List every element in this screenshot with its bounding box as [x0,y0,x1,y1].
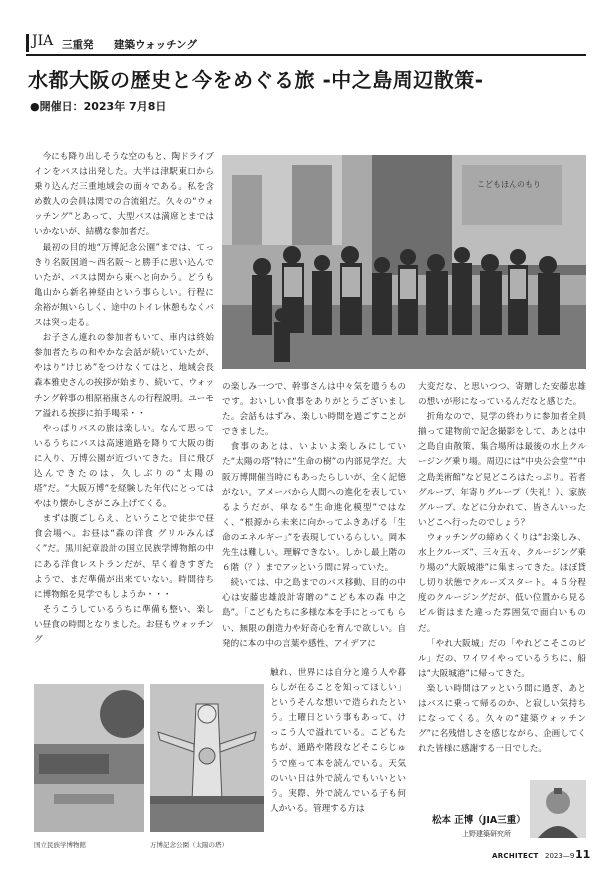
paragraph: 最初の目的地“万博記念公園”までは、てっきり名阪国道～西名阪～と勝手に思い込んでいたが、バスは関から東へと向かう。どうも亀山から新名神経由という事らしい。行程に余裕が無いらしく、途中のトイレ休憩もなくバスは突っ走る。 [34,242,214,329]
paragraph: お子さん連れの参加者もいて、車内は終始参加者たちの和やかな会話が続いていたが、やはり“けじめ”をつけなくてはと、地域会長森本雅史さんの挨拶が始まり、続いて、ウォッチング幹事の相原裕康さんの行程説明。ユーモア溢れる挨拶に拍手喝采・・ [34,333,214,419]
paragraph: やっぱりバスの旅は楽しい。なんて思っているうちにバスは高速道路を降りて大阪の街に入り、万博公園が近づいてきた。目に飛び込んできたのは、久しぶりの“太陽の塔”だ。“大阪万博”を経験した年代にとってはやはり懐かしさがこみ上げてくる。 [34,423,214,510]
museum-photo-illustration [34,684,144,832]
logo-bar [26,34,29,52]
group-photo [222,155,586,369]
tower-photo-illustration [150,684,264,832]
paragraph: 続いては、中之島までのバス移動、目的の中心は安藤忠雄設計寄贈の“こども本の森 中之島”。「こどもたちに多様な本を手にとっても らい、無限の創造力や好奇心を育んで欲しい。自発的に本の中の言葉や感性、アイデアに [222,578,406,649]
event-date: ●開催日：2023年 7月8日 [30,100,167,113]
page-number: 11 [575,848,591,861]
author-name: 松本 正博（JIA三重） [432,815,526,826]
magazine-name: ARCHITECT [492,852,539,860]
group-photo-illustration [222,155,586,369]
paragraph: 触れ、世界には自分と違う人や暮らしが在ることを知ってほしい」というそんな想いで造られたという。土曜日という事もあって、けっこう人で溢れている。こどもたちが、通路や階段などそこらじゅうで座って本を読んでいる。天気のいい日は外で読んでもいいという。実際、外で読んでいる子も何人かいる。管理する方は [270,668,406,814]
article-column-3 [418,380,586,757]
section-label: 三重発 [62,39,94,51]
paragraph: 楽しい時間はアッという間に過ぎ、あとはバスに乗って帰るのか、と寂しい気持ちになってくる。久々の“建築ウォッチング”に名残惜しさを感じながら、企画してくれた皆様に感謝する一日でした。 [418,683,586,755]
paragraph: 「やれ大阪城」だの「やれどこそこのビル」だの、ワイワイやっているうちに、船は“大阪城港”に帰ってきた。 [418,638,586,679]
paragraph: 食事のあとは、いよいよ楽しみにしていた“太陽の塔”特に“生命の樹”の内部見学だ。大阪万博開催当時にもあったらしいが、全く記憶がない。アメーバから人間への進化を表しているようだが、単なる“生命進化模型”ではなく、“根源から未来に向かってふきあげる「生命のエネルギー」”を表現しているらしい。岡本先生は難しい。理解できない。しかし最上階の６階（？）までアッという間に昇っていた。 [222,442,406,574]
jia-logo: JIA [32,33,54,49]
tower-photo-caption: 万博記念公園（太陽の塔） [150,841,228,849]
paragraph: そうこうしているうちに準備も整い、楽しい昼食の時間となりました。お昼もウォッチング [34,604,214,645]
author-portrait-illustration [530,780,586,838]
article-column-1 [34,150,214,648]
paragraph: 今にも降り出しそうな空のもと、陶ドライブインをバスは出発した。大半は津駅東口から乗り込んだ三重地域会の面々である。私を含め数人の会員は関での合流組だ。久々の“ウォッチング”とあって、大型バスは満席とまではいかないが、結構な参加者だ。 [34,152,214,238]
paragraph: 折角なので、見学の終わりに参加者全員揃って建物前で記念撮影をして、あとは中之島自由散策、集合場所は最後の水上クルージング乗り場。周辺には“中央公会堂”“中之島美術館”など見どころはたっぷり。若者グループ、年寄りグループ（失礼！）、家族グループ、などに分かれて、皆さんいったいどこへ行ったのでしょう？ [418,412,586,528]
header-rule [26,54,586,56]
paragraph: 大変だな、と思いつつ、寄贈した安藤忠雄の想いが形になっているんだなと感じた。 [418,382,586,408]
paragraph: ウォッチングの締めくくりは“お楽しみ、水上クルーズ”、三々五々、クルージング乗り場の“大阪城港”に集まってきた。ほぼ貸し切り状態でクルーズスタート。４５分程度のクルージングだが、低い位置から見るビル街はまた違った雰囲気で面白いものだ。 [418,532,586,634]
museum-photo-caption: 国立民族学博物館 [34,841,86,849]
museum-photo [34,684,144,832]
author-portrait [530,780,586,838]
tower-photo [150,684,264,832]
issue-number: 2023—9 [545,852,575,860]
article-column-2 [222,380,406,652]
page-header [26,34,586,54]
article-title: 水都大阪の歴史と今をめぐる旅 -中之島周辺散策- [28,68,484,92]
paragraph: の楽しみ一つで、幹事さんは中々気を遣うものです。おいしい食事をありがとうございました。会話もはずみ、楽しい時間を過ごすことができました。 [222,382,406,438]
subsection-label: 建築ウォッチング [114,39,197,51]
author-affiliation: 上野建築研究所 [462,830,511,838]
paragraph: まずは腹ごしらえ、ということで徒歩で昼食会場へ。お昼は“森の洋食 グリルみんぱく”だ。黒川紀章設計の国立民族学博物館の中にある洋食レストランだが、早く着きすぎたようで、まだ準備が出来ていない。時間待ちに博物館を見学でもしようか・・・ [34,514,214,600]
building-sign: こどもほんのもり [477,180,541,189]
article-column-2-continued [270,666,406,817]
